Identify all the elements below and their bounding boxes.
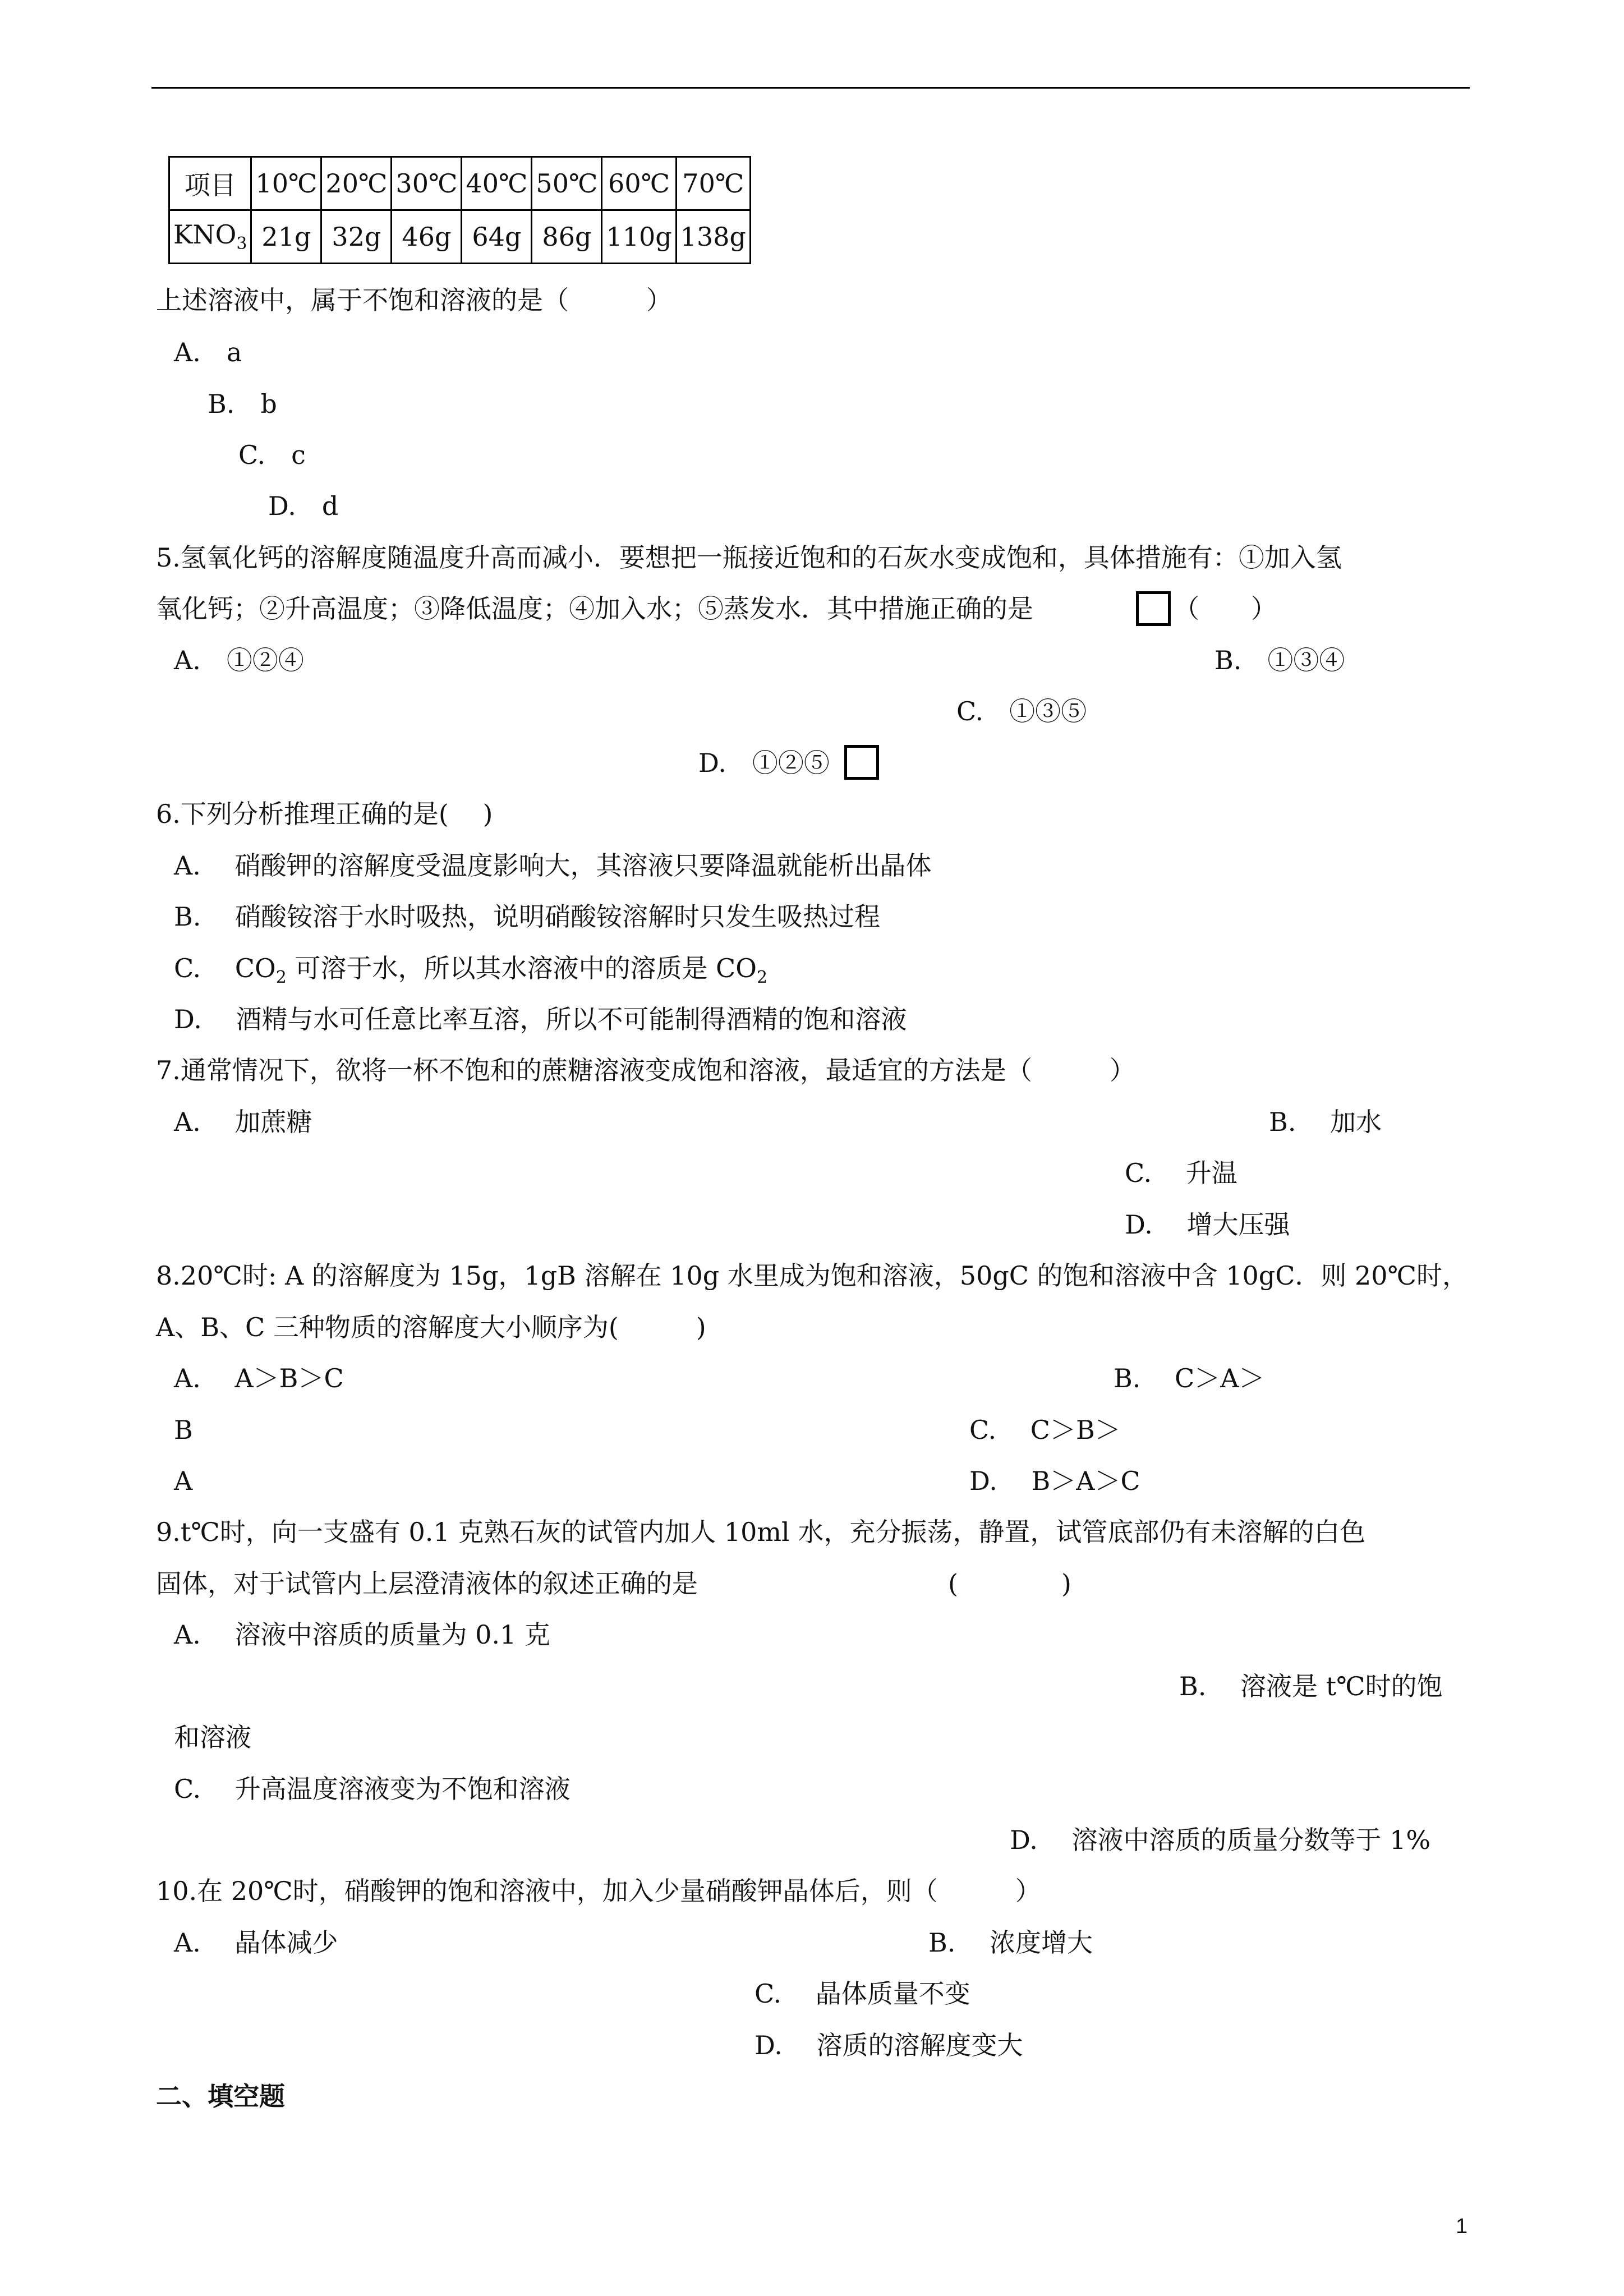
- table-row: [169, 210, 751, 264]
- table-cell: 60℃: [602, 157, 676, 210]
- q10-option-c: C. 晶体质量不变: [755, 1978, 970, 2009]
- q6-option-a: A. 硝酸钾的溶解度受温度影响大，其溶液只要降温就能析出晶体: [174, 850, 932, 881]
- q8-option-b: B. C＞A＞: [1114, 1363, 1265, 1393]
- q6-option-c: [174, 951, 767, 995]
- q8-option-b-wrap: B: [174, 1415, 193, 1445]
- table-cell: 64g: [462, 210, 532, 264]
- q7-option-a: A. 加蔗糖: [174, 1107, 312, 1137]
- q5-stem-paren: （ ）: [1174, 593, 1277, 624]
- q7-stem: 7.通常情况下，欲将一杯不饱和的蔗糖溶液变成饱和溶液，最适宜的方法是（ ）: [156, 1055, 1135, 1085]
- q10-option-a: A. 晶体减少: [174, 1927, 338, 1958]
- q8-stem-line2: A、B、C 三种物质的溶解度大小顺序为( ): [156, 1312, 706, 1342]
- kno3-subscript: 3: [236, 234, 247, 254]
- q9-option-b-wrap: 和溶液: [174, 1722, 251, 1752]
- q4-stem: 上述溶液中，属于不饱和溶液的是（ ）: [156, 285, 672, 315]
- q9-stem-line1: 9.t℃时，向一支盛有 0.1 克熟石灰的试管内加人 10ml 水，充分振荡，静置，试管底部仍有未溶解的白色: [156, 1517, 1366, 1547]
- q8-stem-line1: 8.20℃时: A 的溶解度为 15g，1gB 溶解在 10g 水里成为饱和溶液，50gC 的饱和溶液中含 10gC．则 20℃时，: [156, 1260, 1469, 1291]
- table-cell: 86g: [532, 210, 602, 264]
- q7-option-d: D. 增大压强: [1125, 1209, 1290, 1240]
- q5-option-c: C. ①③⑤: [956, 696, 1087, 726]
- table-header-row: [169, 157, 751, 210]
- q7-option-b: B. 加水: [1269, 1107, 1382, 1137]
- table-cell: 30℃: [392, 157, 462, 210]
- q9-option-d: D. 溶液中溶质的质量分数等于 1%: [1010, 1825, 1431, 1855]
- q10-option-d: D. 溶质的溶解度变大: [755, 2030, 1023, 2060]
- q5-stem-line2: 氧化钙；②升高温度；③降低温度；④加入水；⑤蒸发水．其中措施正确的是: [156, 593, 1033, 624]
- table-cell: 21g: [251, 210, 321, 264]
- q6-option-b: B. 硝酸铵溶于水时吸热，说明硝酸铵溶解时只发生吸热过程: [174, 901, 881, 932]
- q10-option-b: B. 浓度增大: [928, 1927, 1093, 1958]
- q9-stem-line2: 固体，对于试管内上层澄清液体的叙述正确的是: [156, 1568, 698, 1599]
- q6-c-text1: C. CO: [174, 953, 276, 983]
- q4-option-b: B. b: [208, 389, 277, 419]
- q6-c-text2: 可溶于水，所以其水溶液中的溶质是 CO: [295, 953, 757, 983]
- q4-option-a: A. a: [174, 337, 242, 367]
- page-number: 1: [1456, 2215, 1468, 2238]
- q6-option-d: D. 酒精与水可任意比率互溶，所以不可能制得酒精的饱和溶液: [174, 1004, 907, 1034]
- q5-option-d: D. ①②⑤: [698, 748, 830, 778]
- table-cell: 20℃: [321, 157, 392, 210]
- q9-stem-paren: ( ): [948, 1568, 1071, 1599]
- q6-stem: 6.下列分析推理正确的是( ): [156, 799, 493, 829]
- table-cell: 项目: [169, 157, 251, 210]
- q10-stem: 10.在 20℃时，硝酸钾的饱和溶液中，加入少量硝酸钾晶体后，则（ ）: [156, 1876, 1041, 1906]
- table-cell: 138g: [676, 210, 750, 264]
- table-row-label: [169, 210, 251, 264]
- q7-option-c: C. 升温: [1125, 1158, 1237, 1188]
- table-cell: 40℃: [462, 157, 532, 210]
- subscript: 2: [756, 968, 768, 988]
- header-rule: [151, 87, 1470, 89]
- q5-option-b: B. ①③④: [1214, 645, 1345, 675]
- section-heading: 二、填空题: [156, 2081, 285, 2111]
- answer-box: [1136, 591, 1171, 626]
- kno3-main: KNO: [173, 219, 237, 250]
- q4-option-c: C. c: [238, 440, 306, 470]
- table-cell: 110g: [602, 210, 676, 264]
- table-cell: 10℃: [251, 157, 321, 210]
- q4-option-d: D. d: [268, 491, 339, 521]
- q8-option-c-wrap: A: [174, 1466, 193, 1496]
- q8-option-c: C. C＞B＞: [969, 1415, 1121, 1445]
- answer-box: [844, 745, 879, 780]
- q9-option-c: C. 升高温度溶液变为不饱和溶液: [174, 1774, 571, 1804]
- subscript: 2: [275, 968, 287, 988]
- q8-option-a: A. A＞B＞C: [174, 1363, 344, 1393]
- table-cell: 50℃: [532, 157, 602, 210]
- q5-stem-line1: 5.氢氧化钙的溶解度随温度升高而减小．要想把一瓶接近饱和的石灰水变成饱和，具体措施有：①加入氢: [156, 542, 1342, 573]
- solubility-table: [168, 156, 751, 264]
- table-cell: 32g: [321, 210, 392, 264]
- table-cell: 46g: [392, 210, 462, 264]
- q9-option-a: A. 溶液中溶质的质量为 0.1 克: [174, 1619, 550, 1650]
- q5-option-a: A. ①②④: [174, 645, 304, 675]
- q9-option-b: B. 溶液是 t℃时的饱: [1179, 1671, 1443, 1701]
- table-cell: 70℃: [676, 157, 750, 210]
- q8-option-d: D. B＞A＞C: [969, 1466, 1140, 1496]
